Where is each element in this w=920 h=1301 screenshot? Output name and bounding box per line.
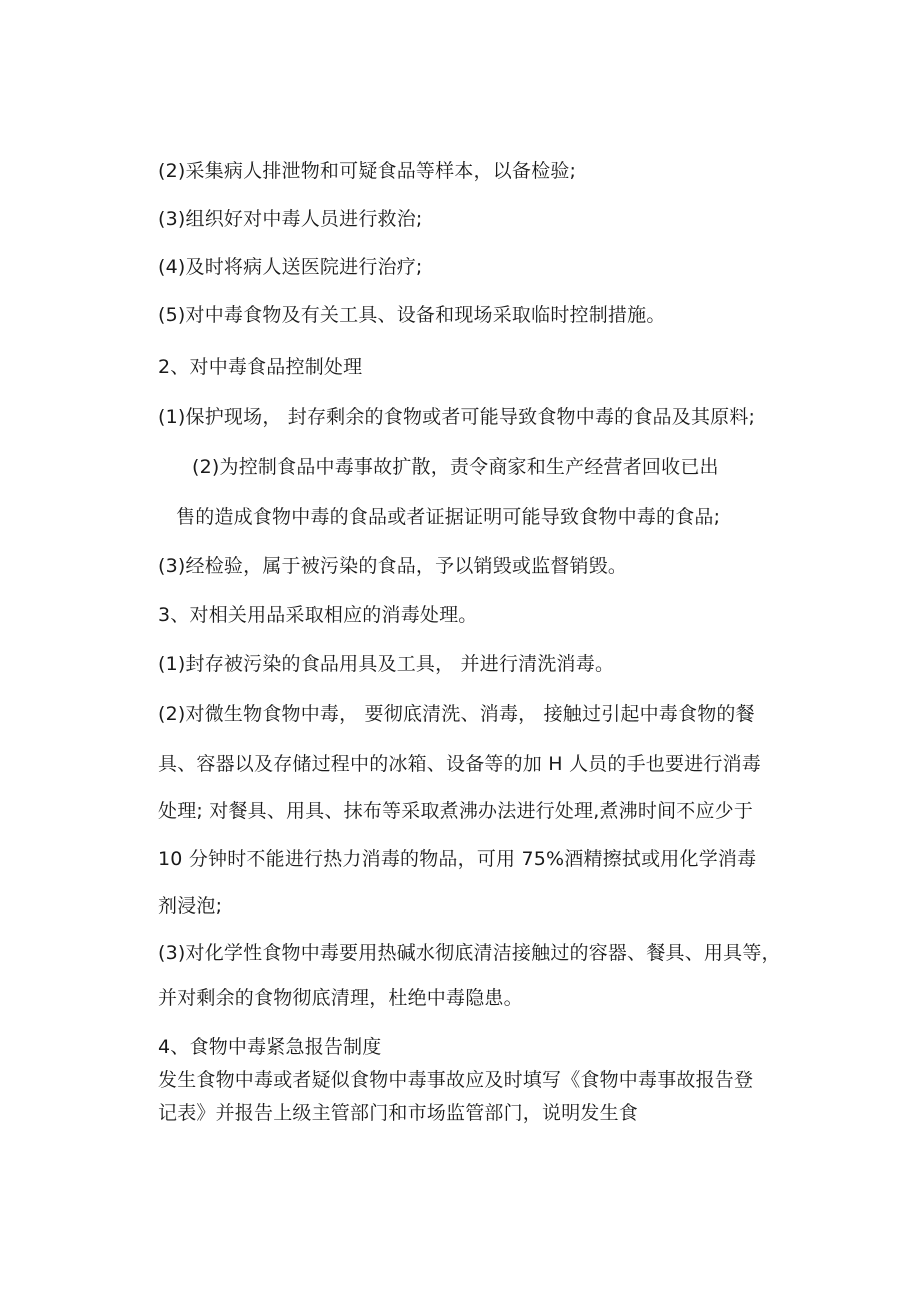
section-heading-3: 3、对相关用品采取相应的消毒处理。: [158, 604, 478, 626]
section-heading-2: 2、对中毒食品控制处理: [158, 356, 363, 378]
text-line-report-1: 发生食物中毒或者疑似食物中毒事故应及时填写《食物中毒事故报告登: [158, 1069, 754, 1091]
text-line-chemical-1: (3)对化学性食物中毒要用热碱水彻底清洁接触过的容器、餐具、用具等，: [158, 942, 781, 964]
section-heading-4: 4、食物中毒紧急报告制度: [158, 1036, 382, 1058]
text-line-destroy: (3)经检验，属于被污染的食品，予以销毁或监督销毁。: [158, 555, 628, 577]
text-line-seal-utensils: (1)封存被污染的食品用具及工具， 并进行清洗消毒。: [158, 653, 615, 675]
text-line-protect-site: (1)保护现场， 封存剩余的食物或者可能导致食物中毒的食品及其原料;: [158, 406, 756, 428]
text-line-step-4-hospital: (4)及时将病人送医院进行治疗;: [158, 256, 423, 278]
text-line-chemical-2: 并对剩余的食物彻底清理，杜绝中毒隐患。: [158, 987, 523, 1009]
text-line-recall-start: (2)为控制食品中毒事故扩散，责令商家和生产经营者回收已出: [192, 456, 719, 478]
text-line-recall-continued: 售的造成食物中毒的食品或者证据证明可能导致食物中毒的食品;: [176, 506, 721, 528]
text-line-report-2: 记表》并报告上级主管部门和市场监管部门，说明发生食: [158, 1102, 639, 1124]
text-line-step-3-treat-victims: (3)组织好对中毒人员进行救治;: [158, 208, 423, 230]
text-line-microbial-1: (2)对微生物食物中毒， 要彻底清洗、消毒， 接触过引起中毒食物的餐: [158, 703, 755, 725]
text-line-step-2-collect-samples: (2)采集病人排泄物和可疑食品等样本，以备检验;: [158, 160, 577, 182]
text-line-step-5-control-measures: (5)对中毒食物及有关工具、设备和现场采取临时控制措施。: [158, 304, 666, 326]
text-line-microbial-3: 处理; 对餐具、用具、抹布等采取煮沸办法进行处理,煮沸时间不应少于: [158, 800, 754, 822]
text-line-microbial-4: 10 分钟时不能进行热力消毒的物品，可用 75%酒精擦拭或用化学消毒: [158, 848, 757, 870]
text-line-microbial-2: 具、容器以及存储过程中的冰箱、设备等的加 H 人员的手也要进行消毒: [158, 753, 761, 775]
text-line-microbial-5: 剂浸泡;: [158, 895, 223, 917]
